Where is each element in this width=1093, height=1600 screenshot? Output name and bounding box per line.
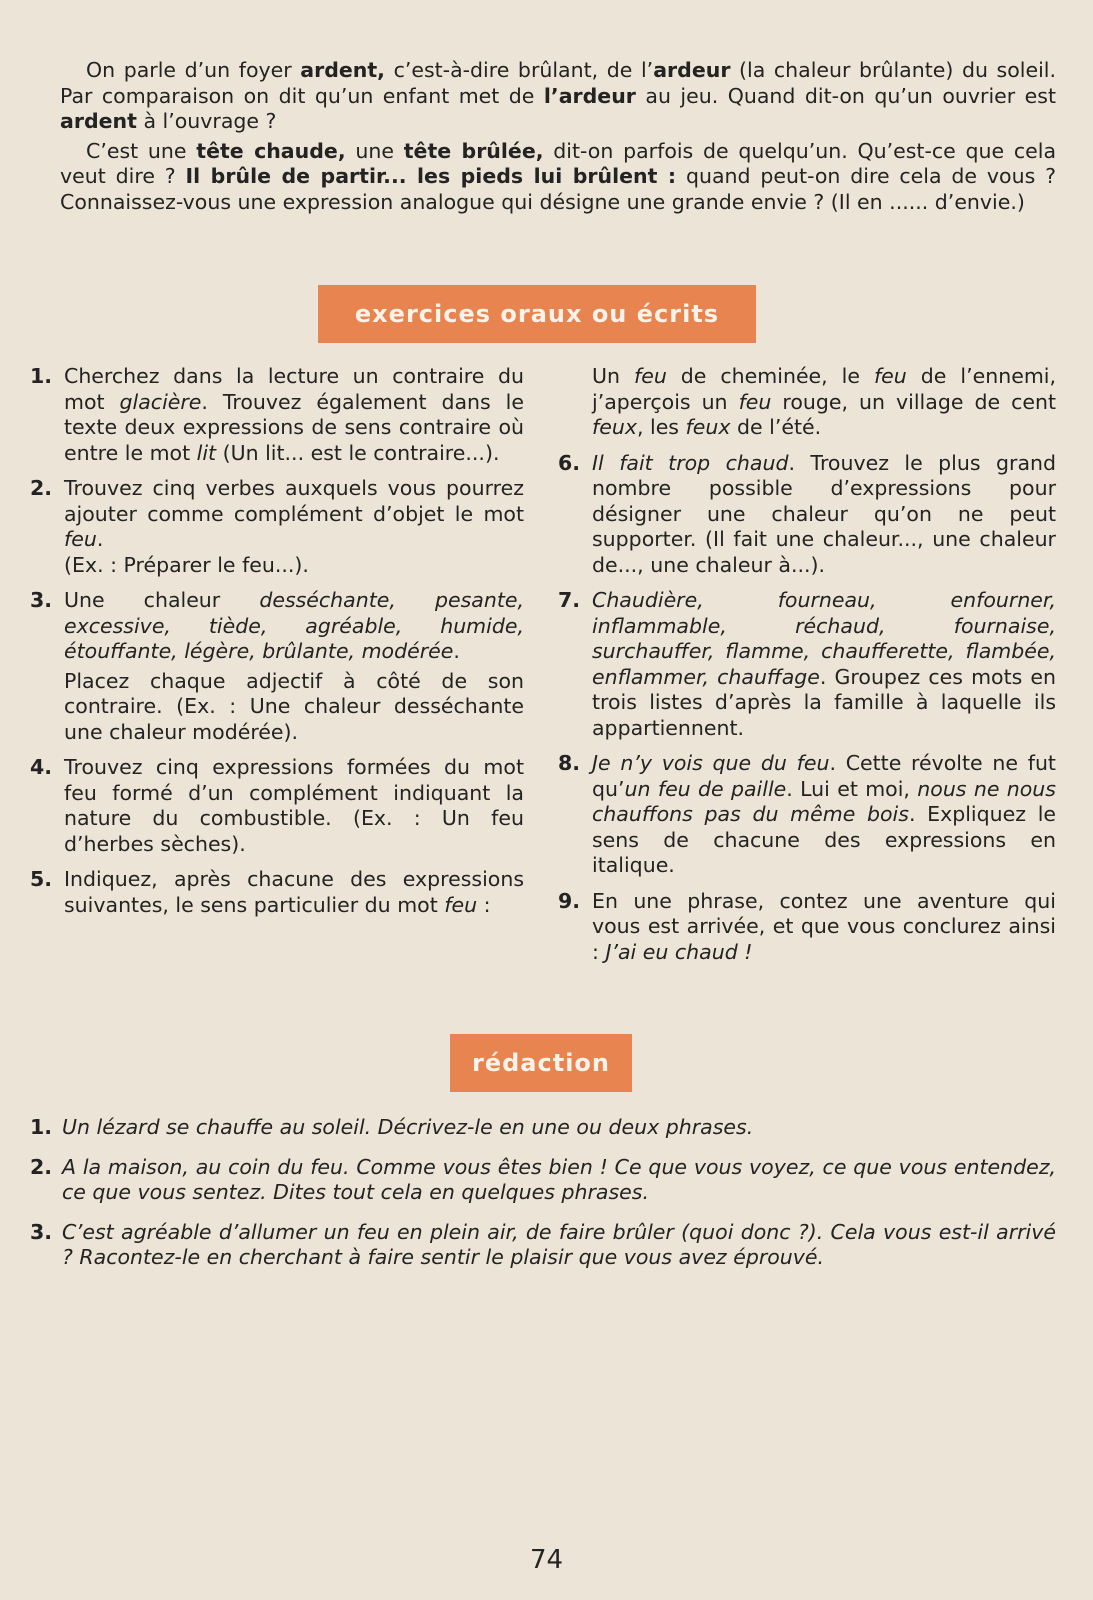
exercise-number: 9. [558,888,581,913]
redaction-list [30,1115,1056,1285]
exercise-number: 7. [558,588,581,612]
bold-term: Il brûle de partir... les pieds lui brûlent : [185,164,677,188]
example-text: (Ex. : Préparer le feu...). [64,552,309,577]
redaction-banner: rédaction [450,1034,632,1092]
exercise-8 [558,751,1056,879]
italic-term: lit [196,440,217,465]
text: , les [636,415,686,439]
exercises-right-column [558,364,1056,975]
italic-term: J’ai eu chaud ! [605,939,753,964]
redaction-1 [30,1115,1056,1141]
bold-term: l’ardeur [543,83,636,108]
italic-term: un feu de paille [624,776,787,801]
text: à l’ouvrage ? [136,109,277,133]
text: . Trouvez également dans le texte deux expressions de sens contraire où entre le mot [64,389,524,465]
intro-text [60,58,1056,215]
exercise-2 [30,476,524,578]
text: . Expliquez le sens de chacune des expressions en italique. [592,802,1056,877]
italic-term: feux [592,415,637,439]
text: . Trouvez le plus grand nombre possible d’expressions pour désigner une chaleur qu’on ne peut supporter. (Il fait une chaleur..., une chaleur de..., une chaleur à...). [592,450,1057,577]
text: (Un lit... est le contraire...). [216,440,500,465]
text: : [477,892,491,917]
text: de l’ennemi, j’aperçois un [592,364,1056,414]
text: (la chaleur brûlante) du soleil. Par comparaison on dit qu’un enfant met de [60,58,1056,108]
intro-paragraph-2 [60,139,1056,216]
italic-term: feu [873,364,907,388]
exercise-9 [558,889,1056,966]
italic-term: feu [633,364,667,388]
text: au jeu. Quand dit-on qu’un ouvrier est [635,83,1056,108]
redaction-number: 2. [30,1154,53,1179]
redaction-3 [30,1220,1056,1271]
exercise-number: 5. [30,867,53,891]
exercises-left-column [30,364,524,928]
italic-term: feu [444,892,478,917]
text: rouge, un village de cent [771,389,1056,414]
exercise-number: 6. [558,450,581,475]
text: . [453,639,460,663]
bold-term: tête brûlée, [403,138,544,163]
italic-term: feu [738,389,772,414]
text: de l’été. [730,415,822,439]
text: quand peut-on dire cela de vous ? Connaissez-vous une expression analogue qui désigne une grande envie ? (Il en ...... d’envie.) [60,164,1056,214]
exercise-number: 4. [30,755,53,779]
text: dit-on parfois de quelqu’un. Qu’est-ce que cela veut dire ? [60,138,1057,188]
exercise-3-instruction: Placez chaque adjectif à côté de son contraire. (Ex. : Une chaleur desséchante une chaleur modérée). [64,668,524,744]
bold-term: ardeur [653,58,731,82]
redaction-number: 1. [30,1115,53,1139]
text: C’est une [86,138,197,163]
text: Indiquez, après chacune des expressions suivantes, le sens particulier du mot [64,867,524,917]
italic-term: feux [685,415,731,439]
bold-term: ardent, [300,58,385,82]
intro-paragraph-1 [60,58,1056,135]
text: Un lézard se chauffe au soleil. Décrivez-le en une ou deux phrases. [62,1115,754,1139]
exercise-number: 1. [30,364,53,388]
page-number: 74 [529,1545,564,1575]
exercise-number: 8. [558,751,581,775]
italic-term: glacière [119,389,202,414]
text: On parle d’un foyer [86,58,301,82]
text: . Groupez ces mots en trois listes d’après la famille à laquelle ils appartiennent. [592,664,1056,740]
text: Une chaleur [64,588,260,612]
exercise-6 [558,451,1056,579]
italic-term: Je n’y vois que du feu [592,751,830,775]
text: . Cette révolte ne fut qu’ [592,751,1056,801]
exercise-7 [558,588,1056,741]
text: une [345,138,404,163]
exercise-4 [30,755,524,857]
exercise-3 [30,588,524,745]
text: c’est-à-dire brûlant, de l’ [384,58,654,82]
redaction-number: 3. [30,1219,53,1244]
italic-term: nous ne nous chauffons pas du même bois [592,776,1056,826]
italic-term: feu [64,527,97,551]
bold-term: ardent [60,109,137,133]
exercise-number: 2. [30,476,53,500]
text: C’est agréable d’allumer un feu en plein air, de faire brûler (quoi donc ?). Cela vous est-il arrivé ? Racontez-le en cherchant à faire sentir le plaisir que vous avez éprouvé. [62,1219,1056,1269]
text: En une phrase, contez une aventure qui vous est arrivée, et que vous conclurez ainsi : [592,888,1056,964]
italic-term: Chaudière, fourneau, enfourner, inflammable, réchaud, fournaise, surchauffer, flamme, chaufferette, flambée, enflammer, chauffage [592,588,1056,689]
exercices-banner: exercices oraux ou écrits [318,285,756,343]
text: . [96,527,104,551]
redaction-2 [30,1155,1056,1206]
text: Un [592,364,634,388]
text: de cheminée, le [666,364,874,388]
text: . Lui et moi, [786,776,918,801]
italic-term: Il fait trop chaud [592,450,789,475]
text: Trouvez cinq verbes auxquels vous pourrez ajouter comme complément d’objet le mot [64,476,524,526]
exercise-number: 3. [30,588,53,612]
text: Cherchez dans la lecture un contraire du mot [64,364,524,414]
italic-term: desséchante, pesante, excessive, tiède, agréable, humide, étouffante, légère, brûlante, modérée [64,588,524,663]
bold-term: tête chaude, [196,138,346,163]
exercise-5-continued [558,364,1056,441]
exercise-1 [30,364,524,466]
exercise-5 [30,867,524,918]
text: A la maison, au coin du feu. Comme vous êtes bien ! Ce que vous voyez, ce que vous entendez, ce que vous sentez. Dites tout cela en quelques phrases. [62,1154,1056,1204]
text: Trouvez cinq expressions formées du mot feu formé d’un complément indiquant la nature du combustible. (Ex. : Un feu d’herbes sèches). [64,755,524,856]
